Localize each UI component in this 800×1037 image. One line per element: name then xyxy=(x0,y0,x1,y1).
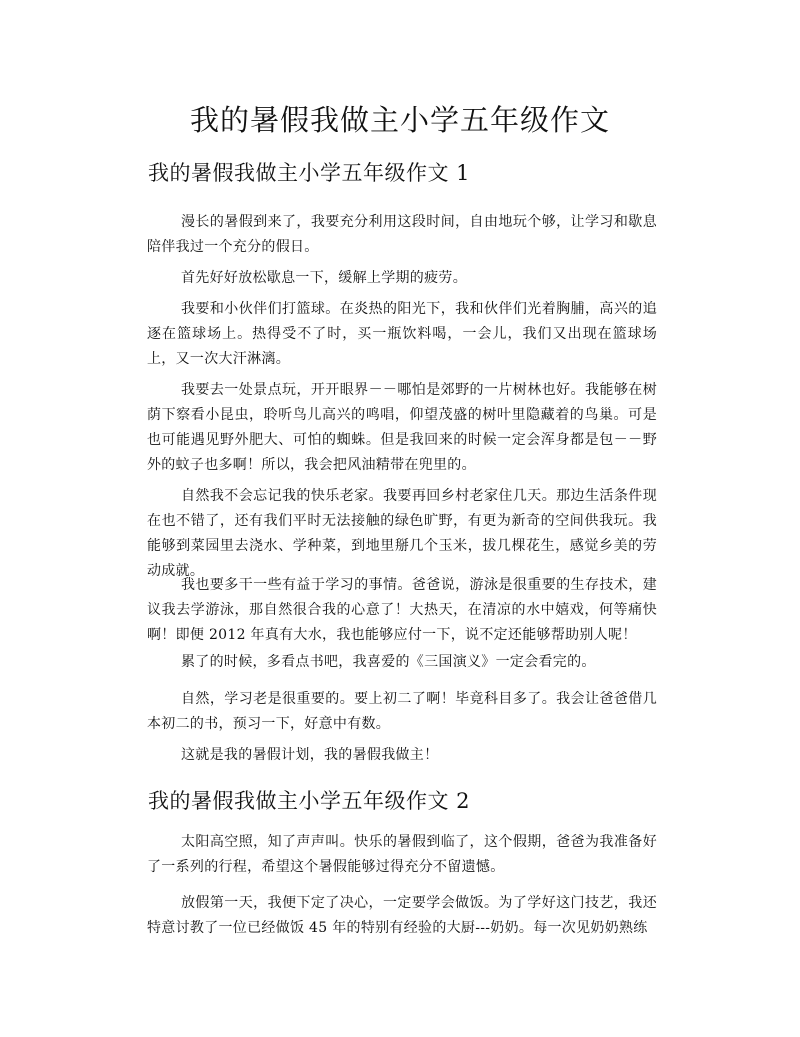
section-1-paragraph-5: 自然我不会忘记我的快乐老家。我要再回乡村老家住几天。那边生活条件现在也不错了，还有我们平时无法接触的绿色旷野，有更为新奇的空间供我玩。我能够到菜园里去浇水、学种菜，到地里掰几个玉米，拔几棵花生，感觉乡美的劳动成就。 xyxy=(147,488,657,579)
section-1-paragraph-6: 我也要多干一些有益于学习的事情。爸爸说，游泳是很重要的生存技术，建议我去学游泳，那自然很合我的心意了！大热天，在清凉的水中嬉戏，何等痛快啊！即便 2012 年真有大水，我也能够应付一下，说不定还能够帮助别人呢！ xyxy=(147,577,657,643)
section-2-heading: 我的暑假我做主小学五年级作文 2 xyxy=(148,789,471,813)
section-1-paragraph-2: 首先好好放松歇息一下，缓解上学期的疲劳。 xyxy=(181,270,467,286)
section-1-paragraph-3: 我要和小伙伴们打篮球。在炎热的阳光下，我和伙伴们光着胸脯，高兴的追逐在篮球场上。热得受不了时，买一瓶饮料喝，一会儿，我们又出现在篮球场上，又一次大汗淋漓。 xyxy=(147,301,657,367)
section-1-heading: 我的暑假我做主小学五年级作文 1 xyxy=(148,161,471,185)
section-2-paragraph-2: 放假第一天，我便下定了决心，一定要学会做饭。为了学好这门技艺，我还特意讨教了一位已经做饭 45 年的特别有经验的大厨---奶奶。每一次见奶奶熟练 xyxy=(147,895,657,936)
document-title: 我的暑假我做主小学五年级作文 xyxy=(189,103,610,137)
section-1-paragraph-8: 自然，学习老是很重要的。要上初二了啊！毕竟科目多了。我会让爸爸借几本初二的书，预习一下，好意中有数。 xyxy=(147,691,657,732)
section-1-paragraph-9: 这就是我的暑假计划，我的暑假我做主！ xyxy=(181,747,439,763)
section-1-paragraph-7: 累了的时候，多看点书吧，我喜爱的《三国演义》一定会看完的。 xyxy=(181,654,596,670)
section-2-paragraph-1: 太阳高空照，知了声声叫。快乐的暑假到临了，这个假期，爸爸为我准备好了一系列的行程，希望这个暑假能够过得充分不留遗憾。 xyxy=(147,834,657,875)
section-1-paragraph-1: 漫长的暑假到来了，我要充分利用这段时间，自由地玩个够，让学习和歇息陪伴我过一个充分的假日。 xyxy=(147,214,657,255)
section-1-paragraph-4: 我要去一处景点玩，开开眼界－－哪怕是郊野的一片树林也好。我能够在树荫下察看小昆虫，聆听鸟儿高兴的鸣唱，仰望茂盛的树叶里隐藏着的鸟巢。可是也可能遇见野外肥大、可怕的蜘蛛。但是我回来的时候一定会浑身都是包－－野外的蚊子也多啊！所以，我会把风油精带在兜里的。 xyxy=(147,382,657,473)
